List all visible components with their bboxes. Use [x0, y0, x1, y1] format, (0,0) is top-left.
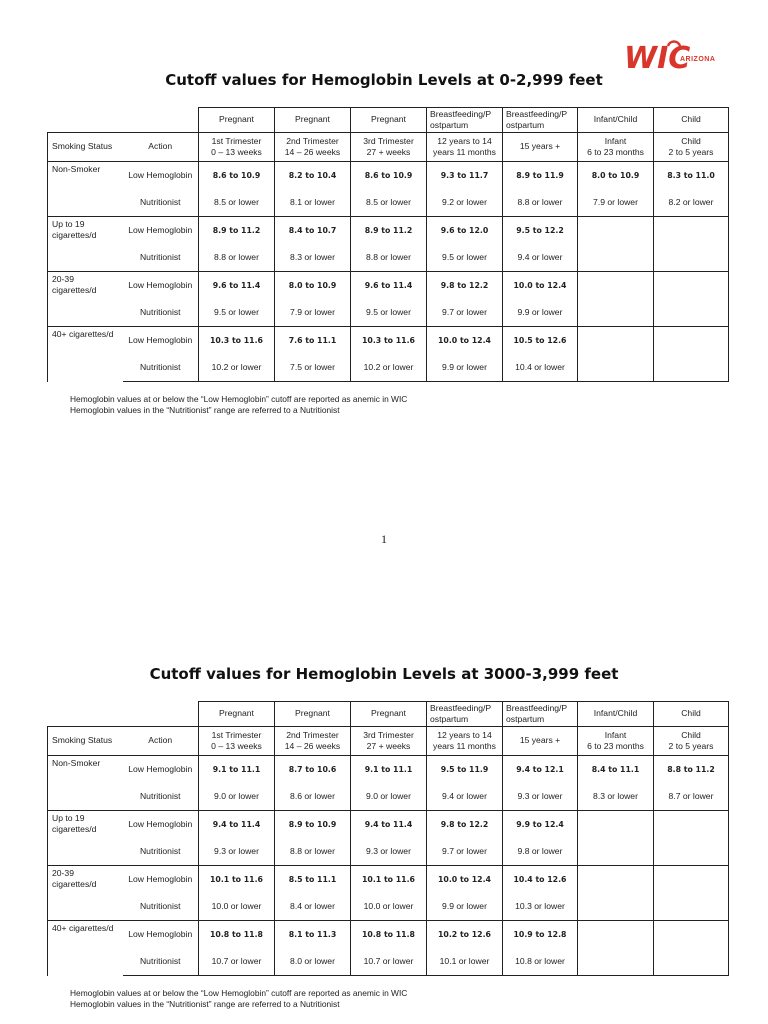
footnote-2 — [70, 988, 407, 1010]
action-nutritionist: Nutritionist — [123, 949, 199, 976]
low-hemoglobin-value: 8.4 to 10.7 — [275, 217, 351, 246]
low-hemoglobin-value: 9.1 to 11.1 — [351, 756, 427, 785]
nutritionist-value: 7.9 or lower — [275, 300, 351, 327]
table-title-2: Cutoff values for Hemoglobin Levels at 3000-3,999 feet — [149, 665, 619, 683]
nutritionist-value: 9.0 or lower — [199, 784, 275, 811]
nutritionist-value: 10.7 or lower — [351, 949, 427, 976]
nutritionist-value — [578, 245, 654, 272]
action-low-hemoglobin: Low Hemoglobin — [123, 811, 199, 840]
column-category: Child — [654, 108, 729, 133]
nutritionist-value: 10.0 or lower — [199, 894, 275, 921]
nutritionist-value: 9.4 or lower — [503, 245, 578, 272]
nutritionist-value: 9.7 or lower — [427, 839, 503, 866]
nutritionist-value: 10.1 or lower — [427, 949, 503, 976]
low-hemoglobin-value: 8.9 to 11.9 — [503, 162, 578, 191]
nutritionist-value: 8.6 or lower — [275, 784, 351, 811]
hemoglobin-cutoff-table — [47, 701, 729, 976]
action-nutritionist: Nutritionist — [123, 190, 199, 217]
column-category: Pregnant — [275, 702, 351, 727]
nutritionist-value: 10.2 or lower — [199, 355, 275, 382]
low-hemoglobin-value: 8.5 to 11.1 — [275, 866, 351, 895]
low-hemoglobin-value: 8.7 to 10.6 — [275, 756, 351, 785]
nutritionist-value: 7.9 or lower — [578, 190, 654, 217]
low-hemoglobin-value: 8.0 to 10.9 — [275, 272, 351, 301]
nutritionist-value — [654, 949, 729, 976]
low-hemoglobin-value: 10.0 to 12.4 — [503, 272, 578, 301]
footnote-line-anemic: Hemoglobin values at or below the “Low Hemoglobin” cutoff are reported as anemic in WIC — [70, 988, 408, 998]
smoking-status-cell: 20-39 cigarettes/d — [48, 272, 123, 327]
nutritionist-value: 8.3 or lower — [275, 245, 351, 272]
nutritionist-value: 8.8 or lower — [351, 245, 427, 272]
column-category: Breastfeeding/P ostpartum — [503, 108, 578, 133]
smoking-status-cell: Up to 19 cigarettes/d — [48, 217, 123, 272]
action-low-hemoglobin: Low Hemoglobin — [123, 327, 199, 356]
low-hemoglobin-value: 10.8 to 11.8 — [351, 921, 427, 950]
column-category: Breastfeeding/P ostpartum — [427, 108, 503, 133]
low-hemoglobin-value — [578, 217, 654, 246]
nutritionist-value — [578, 355, 654, 382]
nutritionist-value: 9.0 or lower — [351, 784, 427, 811]
low-hemoglobin-value — [578, 811, 654, 840]
nutritionist-value: 9.5 or lower — [427, 245, 503, 272]
low-hemoglobin-value: 9.5 to 12.2 — [503, 217, 578, 246]
smoking-status-cell: Non-Smoker — [48, 162, 123, 217]
column-category: Pregnant — [199, 108, 275, 133]
nutritionist-value: 8.8 or lower — [275, 839, 351, 866]
nutritionist-value — [654, 300, 729, 327]
low-hemoglobin-value — [654, 921, 729, 950]
action-nutritionist: Nutritionist — [123, 300, 199, 327]
column-category: Child — [654, 702, 729, 727]
low-hemoglobin-value — [578, 272, 654, 301]
column-category: Pregnant — [199, 702, 275, 727]
header-blank — [48, 108, 199, 133]
nutritionist-value: 8.5 or lower — [199, 190, 275, 217]
column-subgroup: 15 years + — [503, 727, 578, 756]
low-hemoglobin-value — [654, 217, 729, 246]
action-low-hemoglobin: Low Hemoglobin — [123, 756, 199, 785]
nutritionist-value: 9.7 or lower — [427, 300, 503, 327]
nutritionist-value: 8.2 or lower — [654, 190, 729, 217]
nutritionist-value: 9.9 or lower — [427, 355, 503, 382]
footnote-1 — [70, 394, 407, 416]
column-subgroup: 1st Trimester 0 – 13 weeks — [199, 727, 275, 756]
nutritionist-value — [578, 949, 654, 976]
low-hemoglobin-value: 10.1 to 11.6 — [199, 866, 275, 895]
low-hemoglobin-value: 9.6 to 11.4 — [199, 272, 275, 301]
low-hemoglobin-value: 9.6 to 11.4 — [351, 272, 427, 301]
low-hemoglobin-value: 9.8 to 12.2 — [427, 811, 503, 840]
action-nutritionist: Nutritionist — [123, 245, 199, 272]
low-hemoglobin-value — [578, 866, 654, 895]
action-header: Action — [123, 133, 199, 162]
nutritionist-value: 9.5 or lower — [351, 300, 427, 327]
nutritionist-value — [578, 839, 654, 866]
low-hemoglobin-value: 9.4 to 12.1 — [503, 756, 578, 785]
nutritionist-value: 9.3 or lower — [503, 784, 578, 811]
nutritionist-value: 10.8 or lower — [503, 949, 578, 976]
nutritionist-value: 9.3 or lower — [199, 839, 275, 866]
nutritionist-value: 10.3 or lower — [503, 894, 578, 921]
action-nutritionist: Nutritionist — [123, 894, 199, 921]
logo-arizona-text: ARIZONA — [680, 56, 716, 63]
low-hemoglobin-value: 8.1 to 11.3 — [275, 921, 351, 950]
footnote-line-nutritionist: Hemoglobin values in the “Nutritionist” range are referred to a Nutritionist — [70, 405, 340, 415]
low-hemoglobin-value: 10.9 to 12.8 — [503, 921, 578, 950]
column-subgroup: 12 years to 14 years 11 months — [427, 133, 503, 162]
action-low-hemoglobin: Low Hemoglobin — [123, 272, 199, 301]
nutritionist-value: 9.9 or lower — [427, 894, 503, 921]
header-blank — [48, 702, 199, 727]
smoking-status-cell: 40+ cigarettes/d — [48, 921, 123, 976]
low-hemoglobin-value: 8.6 to 10.9 — [351, 162, 427, 191]
svg-text:WIC: WIC — [624, 41, 691, 74]
nutritionist-value: 8.1 or lower — [275, 190, 351, 217]
low-hemoglobin-value: 8.0 to 10.9 — [578, 162, 654, 191]
low-hemoglobin-value: 10.1 to 11.6 — [351, 866, 427, 895]
action-nutritionist: Nutritionist — [123, 355, 199, 382]
low-hemoglobin-value: 9.9 to 12.4 — [503, 811, 578, 840]
action-nutritionist: Nutritionist — [123, 839, 199, 866]
low-hemoglobin-value: 8.9 to 11.2 — [199, 217, 275, 246]
column-subgroup: 3rd Trimester 27 + weeks — [351, 727, 427, 756]
low-hemoglobin-value: 10.4 to 12.6 — [503, 866, 578, 895]
nutritionist-value: 10.0 or lower — [351, 894, 427, 921]
action-low-hemoglobin: Low Hemoglobin — [123, 162, 199, 191]
column-category: Breastfeeding/P ostpartum — [503, 702, 578, 727]
nutritionist-value: 8.7 or lower — [654, 784, 729, 811]
action-low-hemoglobin: Low Hemoglobin — [123, 217, 199, 246]
nutritionist-value: 10.2 or lower — [351, 355, 427, 382]
nutritionist-value: 8.8 or lower — [503, 190, 578, 217]
low-hemoglobin-value — [654, 811, 729, 840]
page-number: 1 — [381, 532, 387, 546]
nutritionist-value: 9.3 or lower — [351, 839, 427, 866]
low-hemoglobin-value — [654, 272, 729, 301]
column-category: Pregnant — [351, 702, 427, 727]
nutritionist-value — [578, 894, 654, 921]
nutritionist-value: 8.4 or lower — [275, 894, 351, 921]
action-header: Action — [123, 727, 199, 756]
column-subgroup: Infant 6 to 23 months — [578, 133, 654, 162]
low-hemoglobin-value: 10.0 to 12.4 — [427, 327, 503, 356]
nutritionist-value: 9.2 or lower — [427, 190, 503, 217]
nutritionist-value: 8.5 or lower — [351, 190, 427, 217]
nutritionist-value: 9.8 or lower — [503, 839, 578, 866]
low-hemoglobin-value: 9.6 to 12.0 — [427, 217, 503, 246]
low-hemoglobin-value: 8.3 to 11.0 — [654, 162, 729, 191]
column-subgroup: Child 2 to 5 years — [654, 133, 729, 162]
low-hemoglobin-value: 8.8 to 11.2 — [654, 756, 729, 785]
nutritionist-value: 9.9 or lower — [503, 300, 578, 327]
smoking-status-cell: Non-Smoker — [48, 756, 123, 811]
low-hemoglobin-value: 8.2 to 10.4 — [275, 162, 351, 191]
nutritionist-value — [578, 300, 654, 327]
nutritionist-value: 10.4 or lower — [503, 355, 578, 382]
smoking-status-cell: 40+ cigarettes/d — [48, 327, 123, 382]
low-hemoglobin-value: 9.8 to 12.2 — [427, 272, 503, 301]
smoking-status-cell: Up to 19 cigarettes/d — [48, 811, 123, 866]
nutritionist-value: 8.8 or lower — [199, 245, 275, 272]
column-category: Infant/Child — [578, 702, 654, 727]
smoking-status-header: Smoking Status — [48, 727, 123, 756]
column-subgroup: 15 years + — [503, 133, 578, 162]
footnote-line-anemic: Hemoglobin values at or below the “Low Hemoglobin” cutoff are reported as anemic in WIC — [70, 394, 408, 404]
nutritionist-value — [654, 839, 729, 866]
nutritionist-value: 9.5 or lower — [199, 300, 275, 327]
low-hemoglobin-value: 8.9 to 11.2 — [351, 217, 427, 246]
column-subgroup: Child 2 to 5 years — [654, 727, 729, 756]
column-category: Pregnant — [275, 108, 351, 133]
action-low-hemoglobin: Low Hemoglobin — [123, 866, 199, 895]
low-hemoglobin-value: 9.4 to 11.4 — [199, 811, 275, 840]
column-subgroup: 12 years to 14 years 11 months — [427, 727, 503, 756]
action-nutritionist: Nutritionist — [123, 784, 199, 811]
table-title-1: Cutoff values for Hemoglobin Levels at 0-2,999 feet — [165, 71, 603, 89]
low-hemoglobin-value: 9.4 to 11.4 — [351, 811, 427, 840]
column-category: Breastfeeding/P ostpartum — [427, 702, 503, 727]
low-hemoglobin-value: 8.6 to 10.9 — [199, 162, 275, 191]
low-hemoglobin-value: 10.3 to 11.6 — [351, 327, 427, 356]
low-hemoglobin-value — [578, 921, 654, 950]
action-low-hemoglobin: Low Hemoglobin — [123, 921, 199, 950]
low-hemoglobin-value: 8.9 to 10.9 — [275, 811, 351, 840]
nutritionist-value: 8.0 or lower — [275, 949, 351, 976]
low-hemoglobin-value — [654, 327, 729, 356]
low-hemoglobin-value — [654, 866, 729, 895]
nutritionist-value — [654, 894, 729, 921]
low-hemoglobin-value: 10.5 to 12.6 — [503, 327, 578, 356]
nutritionist-value — [654, 245, 729, 272]
low-hemoglobin-value: 9.5 to 11.9 — [427, 756, 503, 785]
column-subgroup: 2nd Trimester 14 – 26 weeks — [275, 727, 351, 756]
low-hemoglobin-value: 9.3 to 11.7 — [427, 162, 503, 191]
column-subgroup: 2nd Trimester 14 – 26 weeks — [275, 133, 351, 162]
column-subgroup: Infant 6 to 23 months — [578, 727, 654, 756]
low-hemoglobin-value: 10.3 to 11.6 — [199, 327, 275, 356]
nutritionist-value — [654, 355, 729, 382]
low-hemoglobin-value: 10.8 to 11.8 — [199, 921, 275, 950]
column-category: Infant/Child — [578, 108, 654, 133]
nutritionist-value: 7.5 or lower — [275, 355, 351, 382]
column-category: Pregnant — [351, 108, 427, 133]
smoking-status-cell: 20-39 cigarettes/d — [48, 866, 123, 921]
low-hemoglobin-value: 10.0 to 12.4 — [427, 866, 503, 895]
low-hemoglobin-value: 7.6 to 11.1 — [275, 327, 351, 356]
nutritionist-value: 8.3 or lower — [578, 784, 654, 811]
smoking-status-header: Smoking Status — [48, 133, 123, 162]
low-hemoglobin-value: 10.2 to 12.6 — [427, 921, 503, 950]
nutritionist-value: 10.7 or lower — [199, 949, 275, 976]
column-subgroup: 1st Trimester 0 – 13 weeks — [199, 133, 275, 162]
low-hemoglobin-value — [578, 327, 654, 356]
low-hemoglobin-value: 8.4 to 11.1 — [578, 756, 654, 785]
nutritionist-value: 9.4 or lower — [427, 784, 503, 811]
hemoglobin-cutoff-table — [47, 107, 729, 382]
low-hemoglobin-value: 9.1 to 11.1 — [199, 756, 275, 785]
footnote-line-nutritionist: Hemoglobin values in the “Nutritionist” range are referred to a Nutritionist — [70, 999, 340, 1009]
column-subgroup: 3rd Trimester 27 + weeks — [351, 133, 427, 162]
